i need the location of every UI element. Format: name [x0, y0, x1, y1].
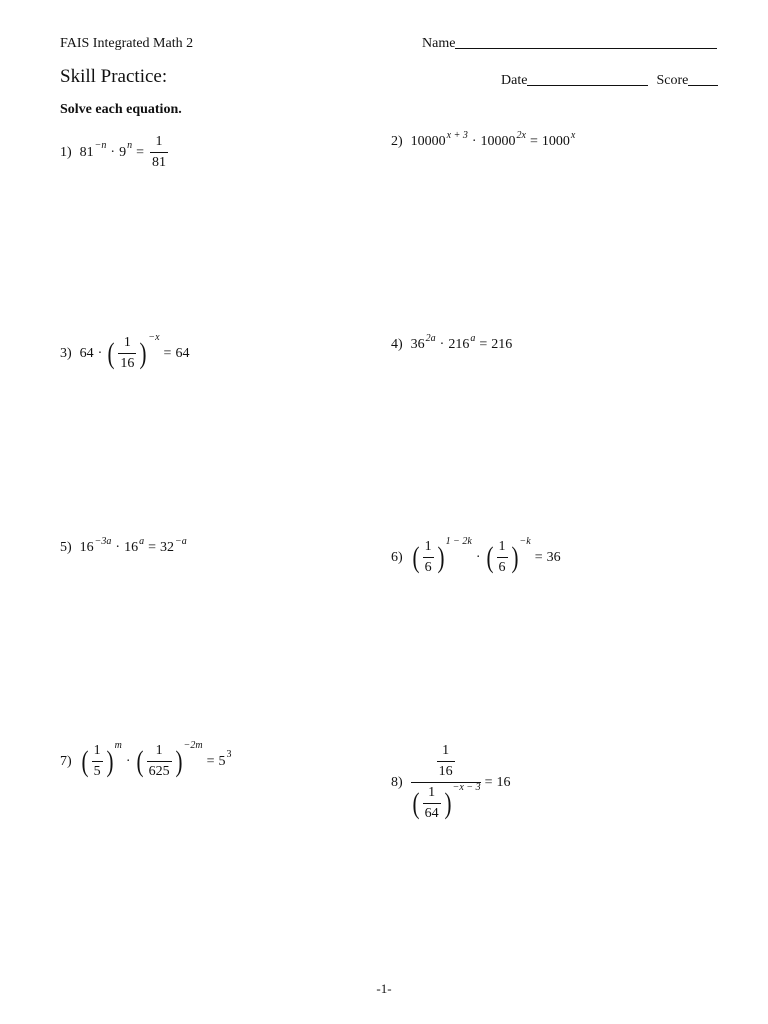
- problem-number: 4): [391, 337, 403, 352]
- problem-number: 3): [60, 345, 72, 361]
- problem-8: [391, 743, 511, 822]
- fraction: $\frac{1}{625}$: [148, 743, 170, 779]
- equation: 16 −3a · 16 a = 32 −a: [79, 535, 187, 555]
- problem-4: [391, 332, 513, 353]
- instructions: Solve each equation.: [60, 102, 182, 117]
- problem-2: [391, 129, 576, 150]
- problem-number: 2): [391, 134, 403, 149]
- problem-3: [60, 332, 190, 372]
- score-label: Score: [656, 73, 689, 88]
- equation: 10000 x + 3 · 10000 2x = 1000 x: [410, 129, 576, 149]
- date-label: Date: [501, 73, 528, 88]
- exponent: n: [127, 140, 133, 151]
- fraction: $\frac{1}{81}$: [152, 134, 166, 170]
- exponent: −n: [94, 140, 107, 151]
- problem-7: [60, 740, 232, 780]
- page-number: -1-: [376, 981, 392, 996]
- problem-number: 5): [60, 540, 72, 555]
- base: 9: [119, 144, 127, 160]
- base: 81: [79, 144, 94, 160]
- complex-fraction: $\frac{1}{16}$ ( $\frac{1}{64}$ ) −x − 3: [412, 743, 481, 821]
- course-name: FAIS Integrated Math 2: [60, 36, 194, 51]
- problem-6: [391, 536, 561, 576]
- equation: 36 2a · 216 a = 216: [410, 332, 513, 352]
- problem-number: 7): [60, 753, 72, 769]
- equation: 81 −n · 9 n = $\frac{1}{81}$: [79, 134, 166, 170]
- fraction: $\frac{1}{5}$: [93, 743, 101, 779]
- date-score-fields: [501, 73, 718, 89]
- name-field[interactable]: [422, 36, 717, 52]
- equation: 64 · ( $\frac{1}{16}$ ) −x = 64: [79, 332, 190, 371]
- date-line[interactable]: [527, 84, 648, 86]
- fraction: $\frac{1}{16}$: [120, 335, 135, 371]
- fraction: $\frac{1}{16}$: [438, 743, 453, 779]
- name-label: Name: [422, 36, 456, 51]
- fraction: $\frac{1}{6}$: [498, 539, 506, 575]
- problem-number: 8): [391, 774, 403, 790]
- fraction: $\frac{1}{6}$: [424, 539, 432, 575]
- equation: $\frac{1}{16}$ ( $\frac{1}{64}$ ) −x − 3 = 16: [412, 743, 511, 821]
- worksheet-title: Skill Practice:: [60, 66, 168, 87]
- problem-1: [60, 134, 170, 171]
- problem-5: [60, 535, 187, 556]
- name-line: [455, 47, 717, 49]
- problem-number: 6): [391, 549, 403, 565]
- equation: ( $\frac{1}{5}$ ) m · ( $\frac{1}{625}$ ) −2m = 5 3: [81, 740, 232, 779]
- score-line[interactable]: [688, 84, 718, 86]
- fraction: $\frac{1}{64}$: [424, 785, 439, 821]
- problem-number: 1): [60, 144, 72, 160]
- equation: ( $\frac{1}{6}$ ) 1 − 2k · ( $\frac{1}{6}$ ) −k = 36: [412, 536, 561, 575]
